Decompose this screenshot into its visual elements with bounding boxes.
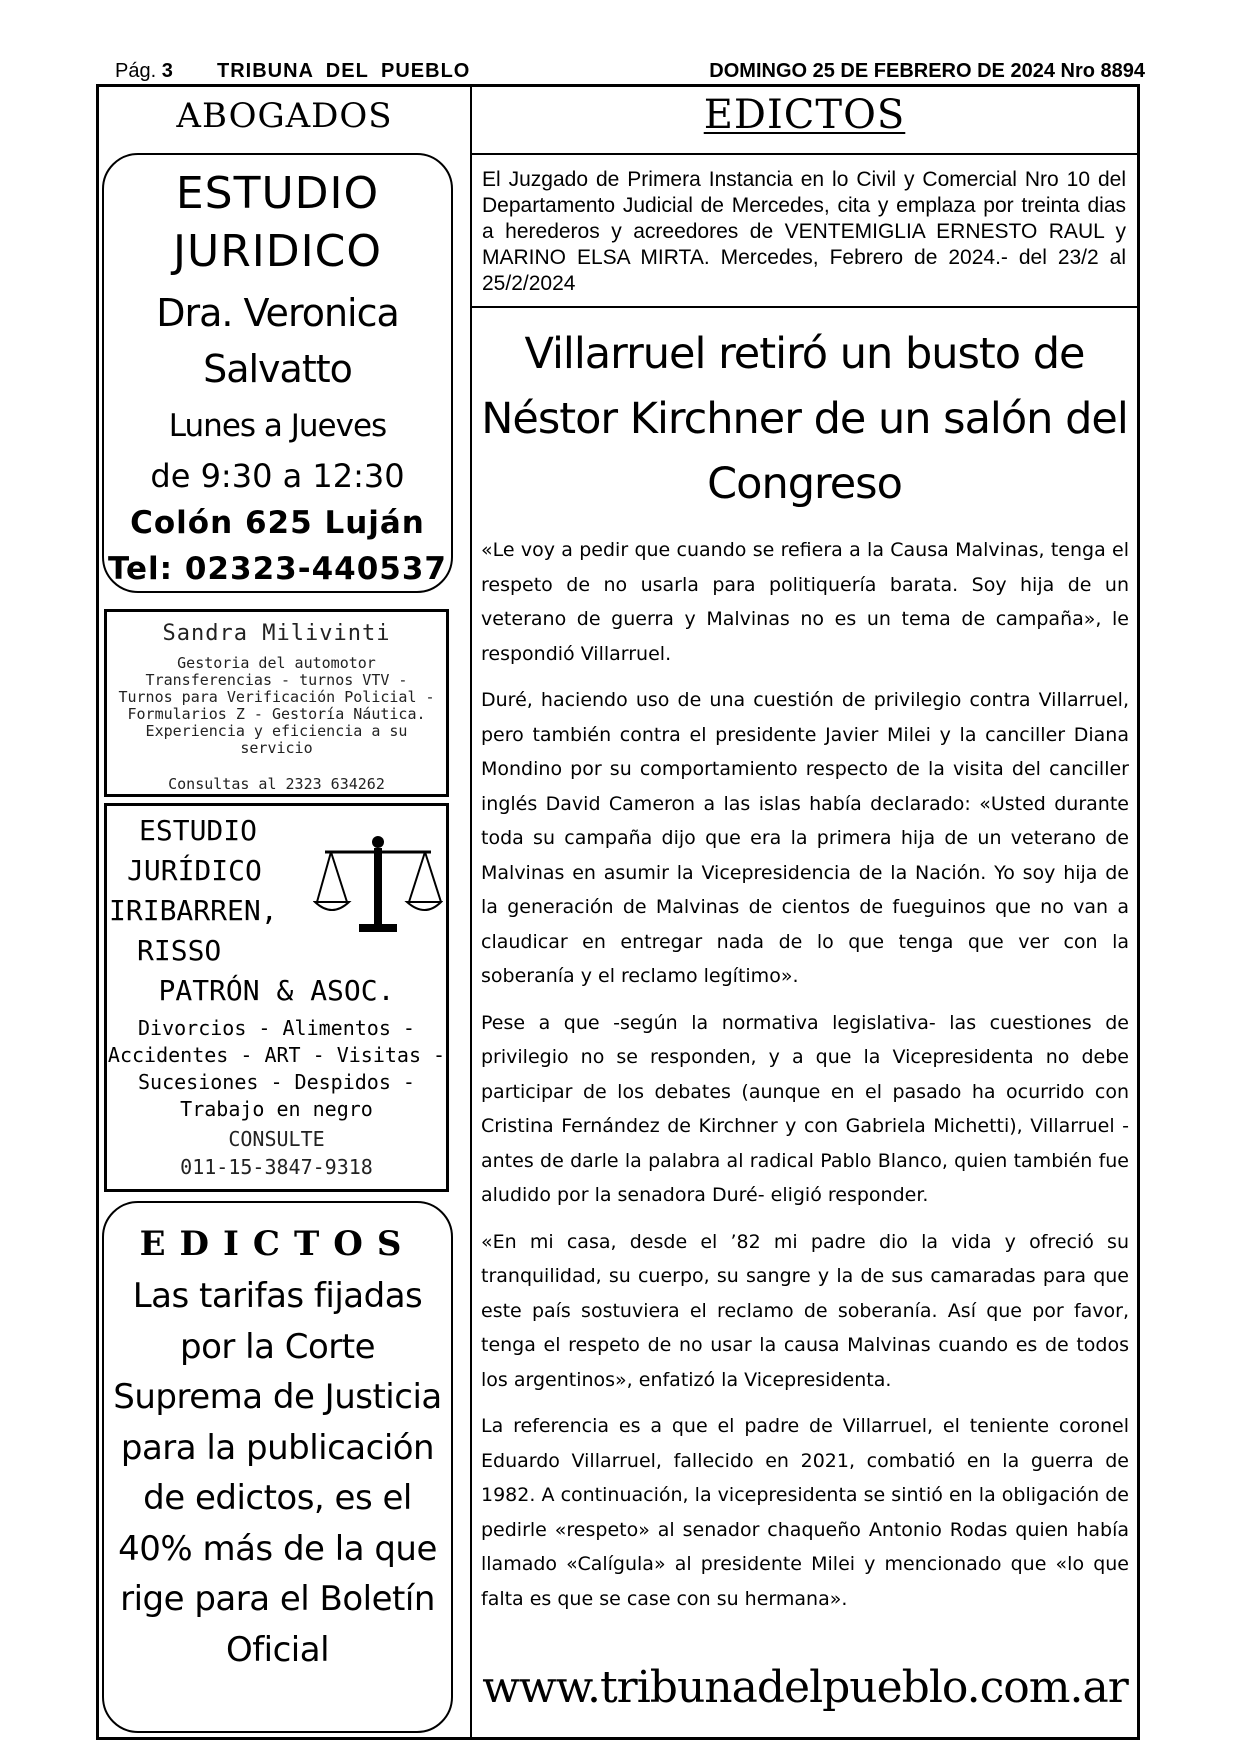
article-paragraph: «En mi casa, desde el ’82 mi padre dio la vida y ofreció su tranquilidad, su cuerpo, su sangre y la de sus camaradas para que este país sostuviera el reclamo de soberanía. Así que por favor, tenga el respeto de no usar la causa Malvinas cuando es de todos los argentinos», enfatizó la Vicepresidenta.	[481, 1230, 1129, 1391]
newspaper-name: TRIBUNA DEL PUEBLO	[217, 60, 471, 82]
edictos-title: EDICTOS	[703, 92, 906, 138]
ad-line: Lunes a Jueves	[168, 408, 387, 444]
ad-line: RISSO	[137, 934, 222, 967]
abogados-title: ABOGADOS	[176, 96, 393, 136]
gestoria-contact: Consultas al 2323 634262	[168, 775, 385, 793]
edictos-ad-body: Las tarifas fijadas por la Corte Suprema de Justicia para la publicación de edictos, es el 40% más de la que rige para el Boletín Oficial	[113, 1276, 442, 1670]
ad-line: JURÍDICO	[127, 854, 262, 887]
ad-line: JURIDICO	[173, 226, 382, 277]
ad-line: ESTUDIO	[139, 814, 258, 847]
gestoria-name: Sandra Milivinti	[162, 621, 391, 646]
ad-line: PATRÓN & ASOC.	[158, 974, 395, 1007]
gestoria-ad	[104, 609, 449, 797]
edictos-rates-ad	[102, 1201, 453, 1733]
ad-line: Colón 625 Luján	[130, 505, 425, 541]
ad-phone: Tel: 02323-440537	[107, 551, 447, 587]
website-url[interactable]: www.tribunadelpueblo.com.ar	[482, 1662, 1128, 1713]
page-number: Pág. 3	[115, 60, 173, 82]
article-body	[481, 533, 1129, 1628]
article-paragraph: Duré, haciendo uso de una cuestión de privilegio contra Villarruel, pero también contra el presidente Javier Milei y la canciller Diana Mondino por su comportamiento respecto de la visita del canciller inglés David Cameron a las islas había declarado: «Usted durante toda su campaña dijo que era la primera hija de un veterano de Malvinas en asumir la Vicepresidencia de la Nación. Yo soy hija de la generación de Malvinas de cientos de fueguinos que no van a claudicar en entregar nada de lo que tenga que ver con la soberanía y el reclamo legítimo».	[481, 689, 1129, 987]
ad-line: Salvatto	[203, 347, 352, 391]
estudio-juridico-ad	[102, 153, 453, 593]
ad-line: ESTUDIO	[175, 168, 380, 219]
scales-of-justice-icon	[313, 818, 443, 946]
ad-line: de 9:30 a 12:30	[150, 457, 405, 495]
services-list: Divorcios - Alimentos - Accidentes - ART - Visitas - Sucesiones - Despidos - Trabajo en negro	[107, 1016, 446, 1121]
contact	[107, 1125, 446, 1181]
consult-label: CONSULTE	[228, 1127, 325, 1151]
edictos-ad-title: EDICTOS	[139, 1224, 416, 1264]
article-paragraph: La referencia es a que el padre de Villarruel, el teniente coronel Eduardo Villarruel, fallecido en 2021, combatió en la guerra de 1982. A continuación, la vicepresidenta se sintió en la obligación de pedirle «respeto» al senador chaqueño Antonio Rodas quien había llamado «Calígula» al presidente Milei y mencionado que «lo que falta es que se case con su hermana».	[481, 1415, 1129, 1610]
edict-notice: El Juzgado de Primera Instancia en lo Civil y Comercial Nro 10 del Departamento Judicial de Mercedes, cita y emplaza por treinta dias a herederos y acreedores de VENTEMIGLIA ERNESTO RAUL y MARINO ELSA MIRTA. Mercedes, Febrero de 2024.- del 23/2 al 25/2/2024	[472, 153, 1138, 308]
article-paragraph: Pese a que -según la normativa legislativa- las cuestiones de privilegio no se responden, y a que la Vicepresidenta no debe participar de los debates (aunque en el pasado ha ocurrido con Cristina Fernández de Kirchner y con Gabriela Michetti), Villarruel -antes de darle la palabra al radical Pablo Blanco, quien también fue aludido por la senadora Duré- eligió responder.	[481, 1011, 1129, 1206]
ad-line: IRIBARREN,	[109, 894, 278, 927]
phone: 011-15-3847-9318	[180, 1155, 373, 1179]
iribarren-ad	[104, 803, 449, 1192]
page-header	[115, 60, 1145, 86]
issue-date: DOMINGO 25 DE FEBRERO DE 2024 Nro 8894	[709, 60, 1145, 82]
gestoria-text: Gestoria del automotor Transferencias - turnos VTV - Turnos para Verificación Policial - Formularios Z - Gestoría Náutica. Experiencia y eficiencia a su servicio	[118, 654, 435, 757]
article-headline: Villarruel retiró un busto de Néstor Kirchner de un salón del Congreso	[481, 329, 1128, 509]
ad-line: Dra. Veronica	[156, 291, 399, 335]
article-paragraph: «Le voy a pedir que cuando se refiera a la Causa Malvinas, tenga el respeto de no usarla para politiquería barata. Soy hija de un veterano de guerra y Malvinas no es un tema de campaña», le respondió Villarruel.	[481, 539, 1129, 665]
